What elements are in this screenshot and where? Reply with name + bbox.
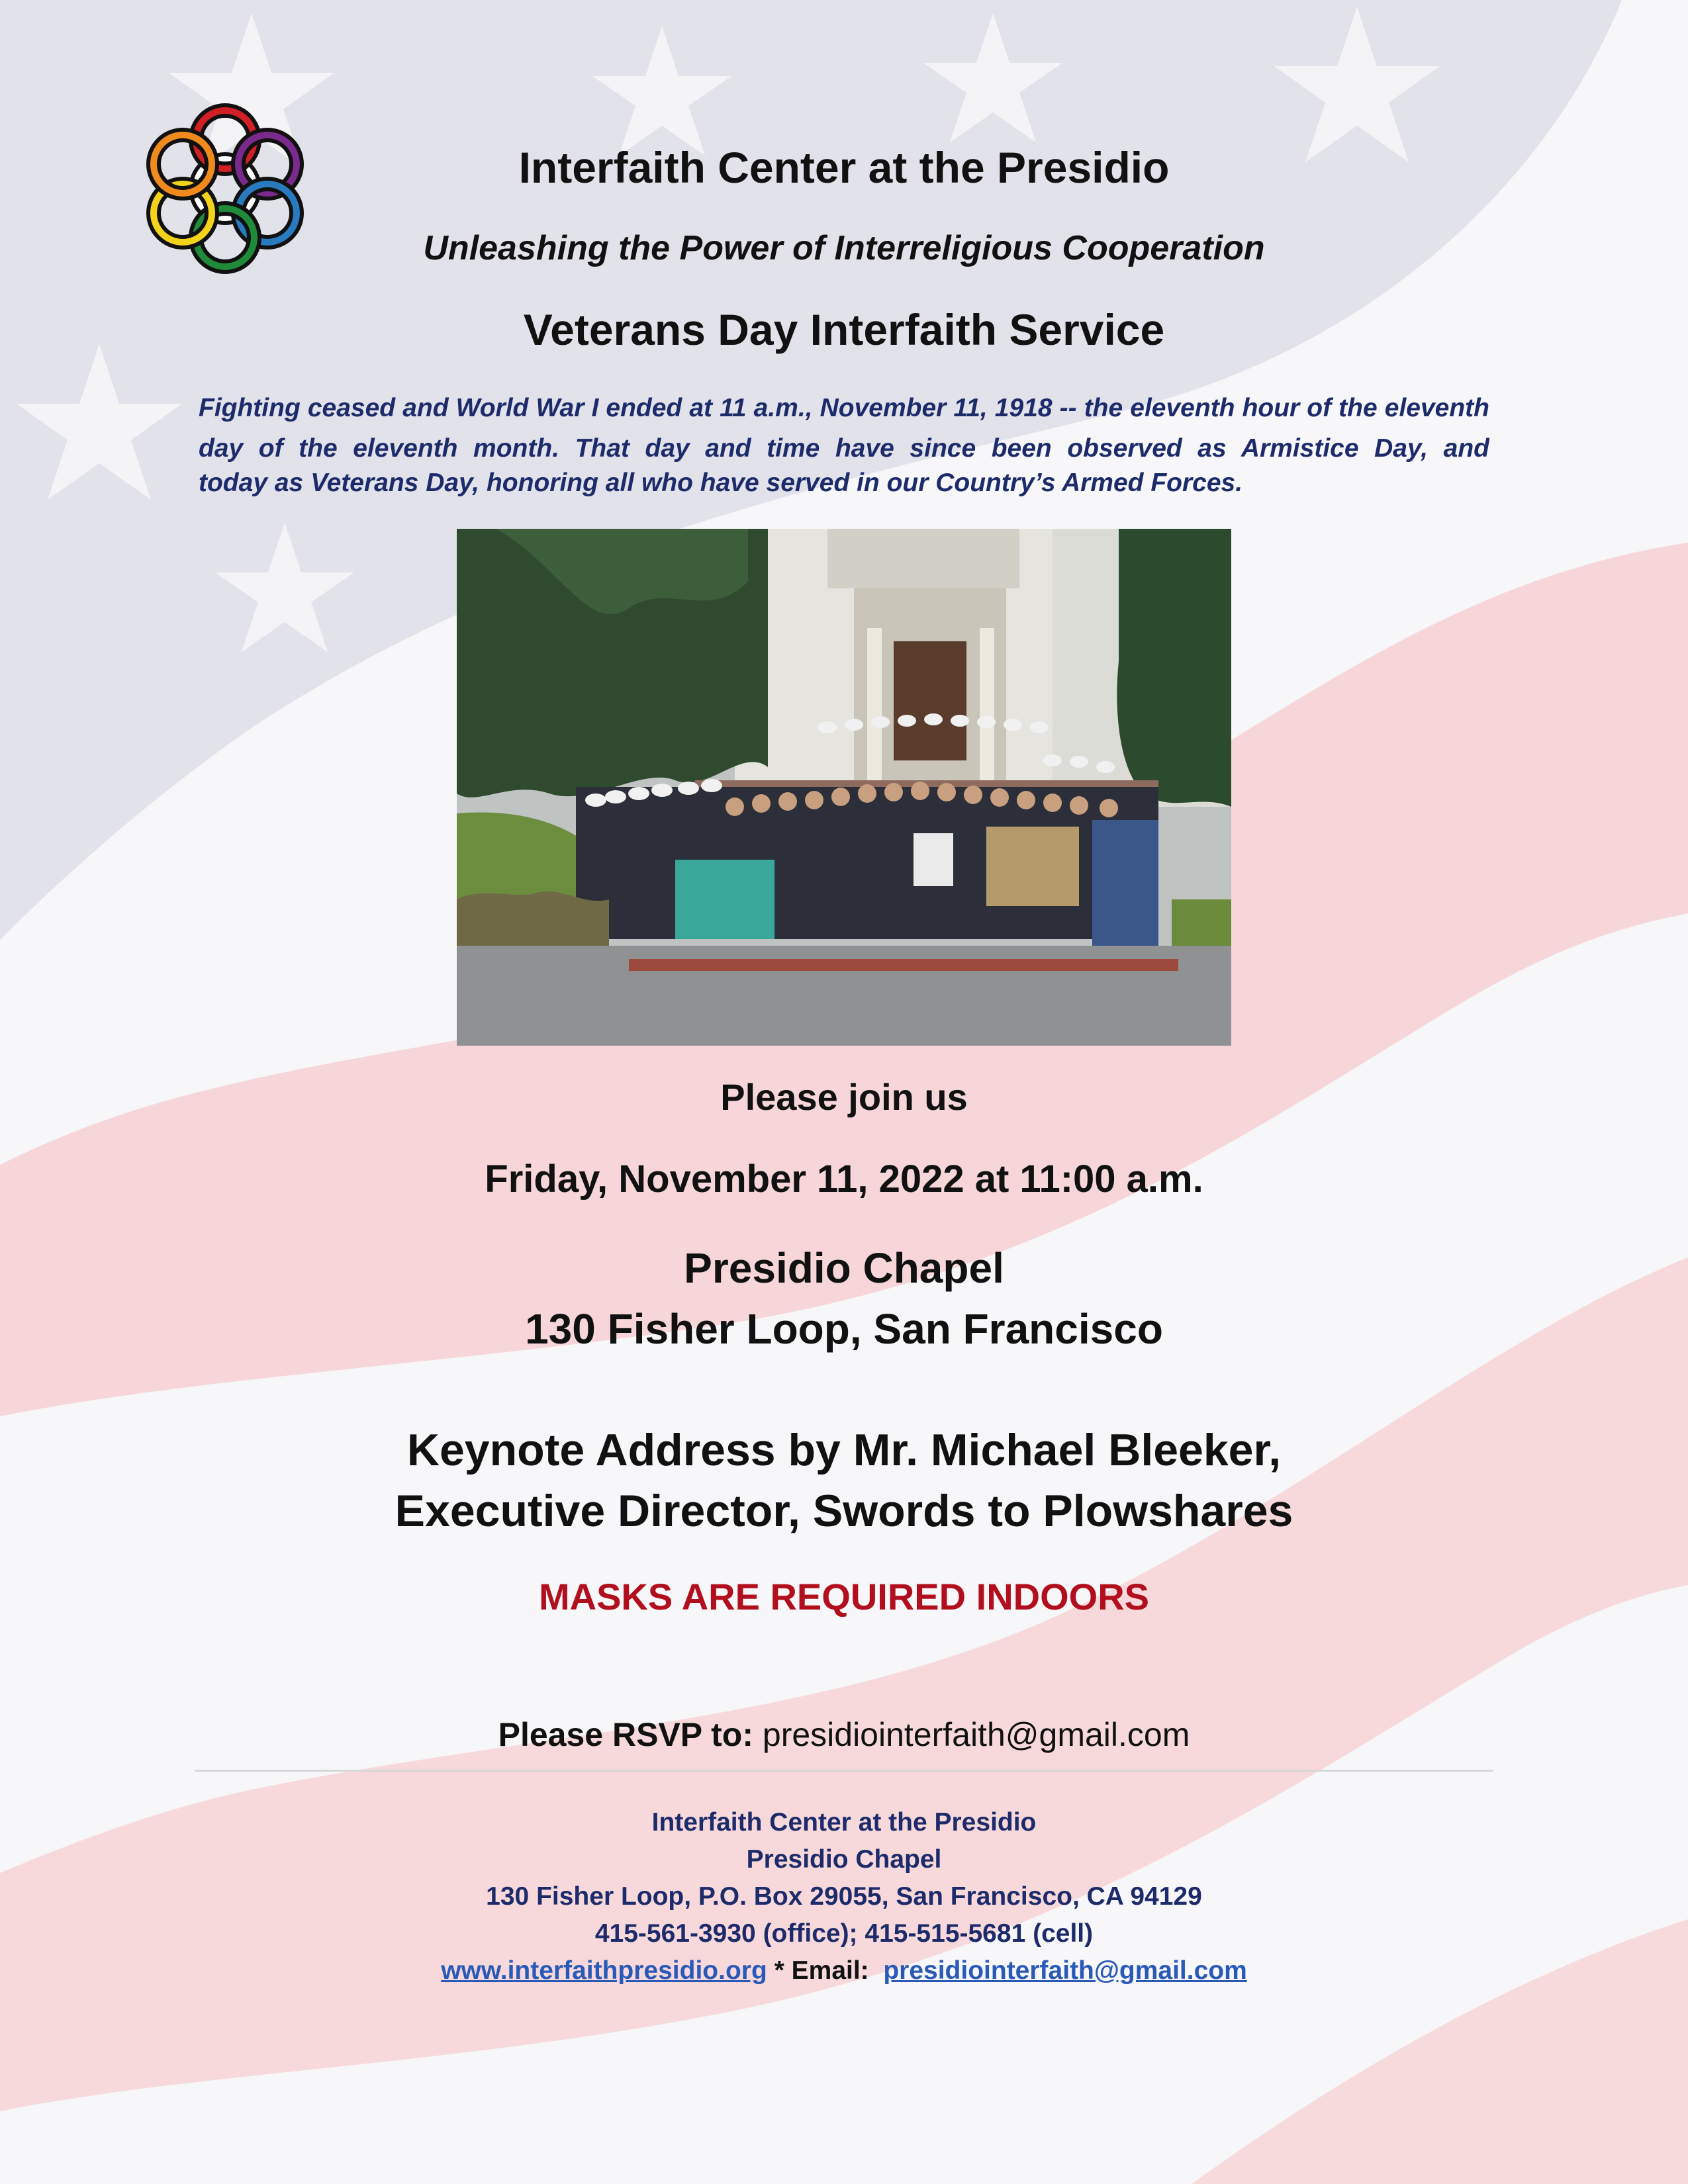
intro-last-line: today as Veterans Day, honoring all who have served in our Country’s Armed Forces. <box>199 469 1243 497</box>
event-date-time: Friday, November 11, 2022 at 11:00 a.m. <box>485 1158 1203 1201</box>
rsvp-email[interactable]: presidiointerfaith@gmail.com <box>762 1716 1190 1753</box>
email-separator: * Email: <box>767 1956 884 1985</box>
keynote-title: Executive Director, Swords to Plowshares <box>395 1486 1293 1536</box>
venue-name: Presidio Chapel <box>684 1244 1004 1292</box>
footer-links <box>0 1952 1688 1989</box>
footer-organization: Interfaith Center at the Presidio <box>651 1808 1037 1837</box>
venue-address: 130 Fisher Loop, San Francisco <box>525 1305 1163 1353</box>
footer <box>0 1804 1688 1989</box>
event-title: Veterans Day Interfaith Service <box>523 305 1165 354</box>
rsvp-label: Please RSVP to: <box>498 1716 753 1753</box>
keynote-speaker: Keynote Address by Mr. Michael Bleeker, <box>406 1425 1282 1475</box>
footer-address: 130 Fisher Loop, P.O. Box 29055, San Francisco, CA 94129 <box>486 1882 1202 1911</box>
please-join-us: Please join us <box>720 1076 968 1118</box>
website-link[interactable]: www.interfaithpresidio.org <box>441 1956 767 1985</box>
venue <box>0 1238 1688 1359</box>
group-photo-image <box>457 529 1231 1046</box>
tagline: Unleashing the Power of Interreligious Cooperation <box>423 229 1265 267</box>
rsvp-line <box>0 1715 1688 1754</box>
keynote <box>0 1420 1688 1541</box>
footer-chapel: Presidio Chapel <box>746 1845 942 1874</box>
masks-notice: MASKS ARE REQUIRED INDOORS <box>538 1576 1149 1617</box>
intro-paragraph: Fighting ceased and World War I ended at 11 a.m., November 11, 1918 -- the eleventh hour of the eleventh day of the eleventh month. That day and time have since been observed as Armistice Day, and <box>199 394 1489 463</box>
footer-email-link[interactable]: presidiointerfaith@gmail.com <box>883 1956 1247 1985</box>
footer-phone: 415-561-3930 (office); 415-515-5681 (cell) <box>594 1919 1094 1948</box>
organization-title: Interfaith Center at the Presidio <box>518 143 1170 192</box>
footer-divider <box>195 1770 1493 1772</box>
